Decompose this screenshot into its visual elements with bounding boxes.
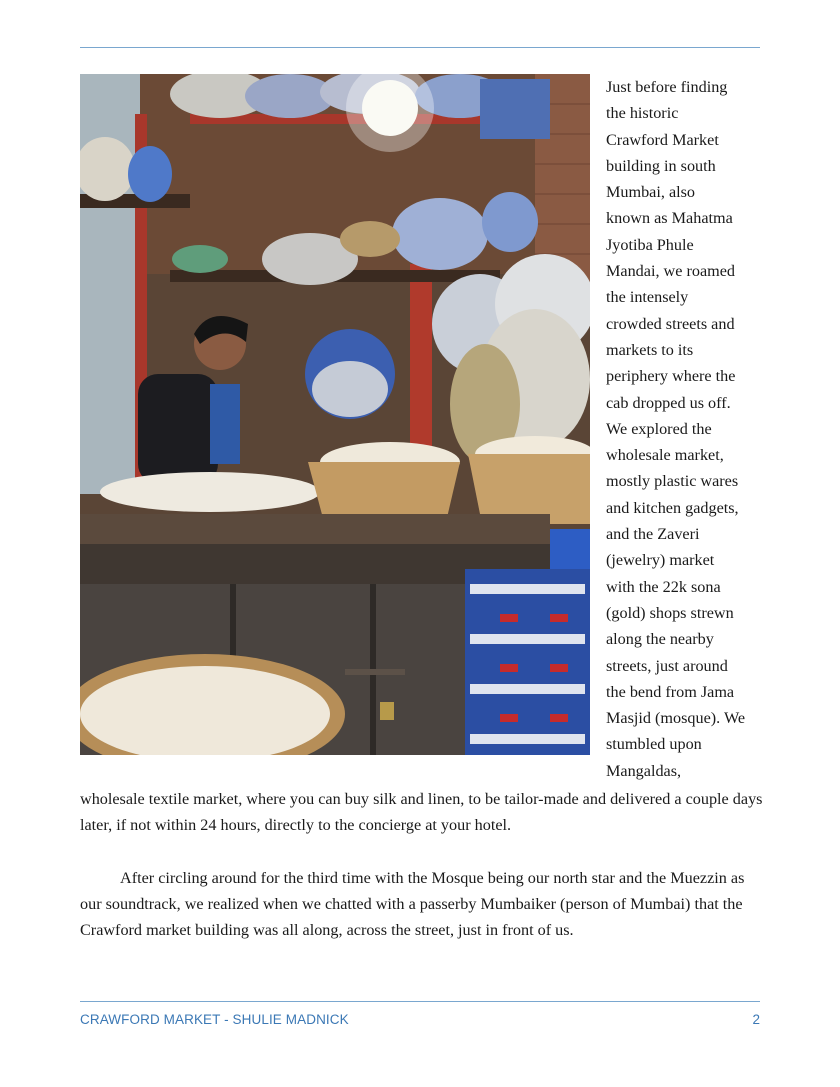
text-line: the historic bbox=[606, 104, 679, 123]
text-line: the intensely bbox=[606, 288, 689, 307]
text-line: Mangaldas, bbox=[606, 761, 682, 780]
paragraph-continuation: wholesale textile market, where you can buy silk and linen, to be tailor-made and delivered a couple days later, if not within 24 hours, directly to the concierge at your hotel. bbox=[80, 790, 763, 835]
text-line: Mumbai, also bbox=[606, 183, 696, 202]
text-line: mostly plastic wares bbox=[606, 472, 739, 491]
text-line: streets, just around bbox=[606, 656, 728, 675]
text-line: and kitchen gadgets, bbox=[606, 498, 739, 517]
text-line: Crawford Market bbox=[606, 130, 719, 149]
text-line: (gold) shops strewn bbox=[606, 603, 734, 622]
text-line: stumbled upon bbox=[606, 735, 702, 754]
text-line: the bend from Jama bbox=[606, 682, 735, 701]
text-line: Just before finding bbox=[606, 78, 728, 96]
text-line: We explored the bbox=[606, 419, 712, 438]
header-rule bbox=[80, 47, 760, 48]
paragraph-second: After circling around for the third time with the Mosque being our north star and the Muezzin as our soundtrack, we realized when we chatted with a passerby Mumbaiker (person of Mumbai) that the Crawford market building was all along, across the street, just in front of us. bbox=[80, 868, 745, 940]
text-line: Mandai, we roamed bbox=[606, 262, 736, 281]
text-line: with the 22k sona bbox=[606, 577, 721, 596]
footer-title: CRAWFORD MARKET - SHULIE MADNICK bbox=[80, 1012, 349, 1027]
footer-rule bbox=[80, 1001, 760, 1002]
text-line: wholesale market, bbox=[606, 446, 724, 465]
text-line: crowded streets and bbox=[606, 314, 735, 333]
text-line: (jewelry) market bbox=[606, 551, 715, 570]
text-line: and the Zaveri bbox=[606, 525, 700, 544]
text-line: markets to its bbox=[606, 340, 694, 359]
market-photo bbox=[80, 74, 590, 755]
body-text bbox=[80, 786, 770, 943]
text-line: along the nearby bbox=[606, 630, 714, 649]
text-line: building in south bbox=[606, 156, 716, 175]
garlic-stall-illustration bbox=[80, 74, 590, 755]
text-line: known as Mahatma bbox=[606, 209, 733, 228]
text-line: cab dropped us off. bbox=[606, 393, 731, 412]
text-line: Jyotiba Phule bbox=[606, 235, 694, 254]
text-line: periphery where the bbox=[606, 367, 736, 386]
wrapped-paragraph-lines bbox=[606, 74, 766, 784]
page-number: 2 bbox=[752, 1012, 760, 1027]
text-line: Masjid (mosque). We bbox=[606, 709, 746, 728]
